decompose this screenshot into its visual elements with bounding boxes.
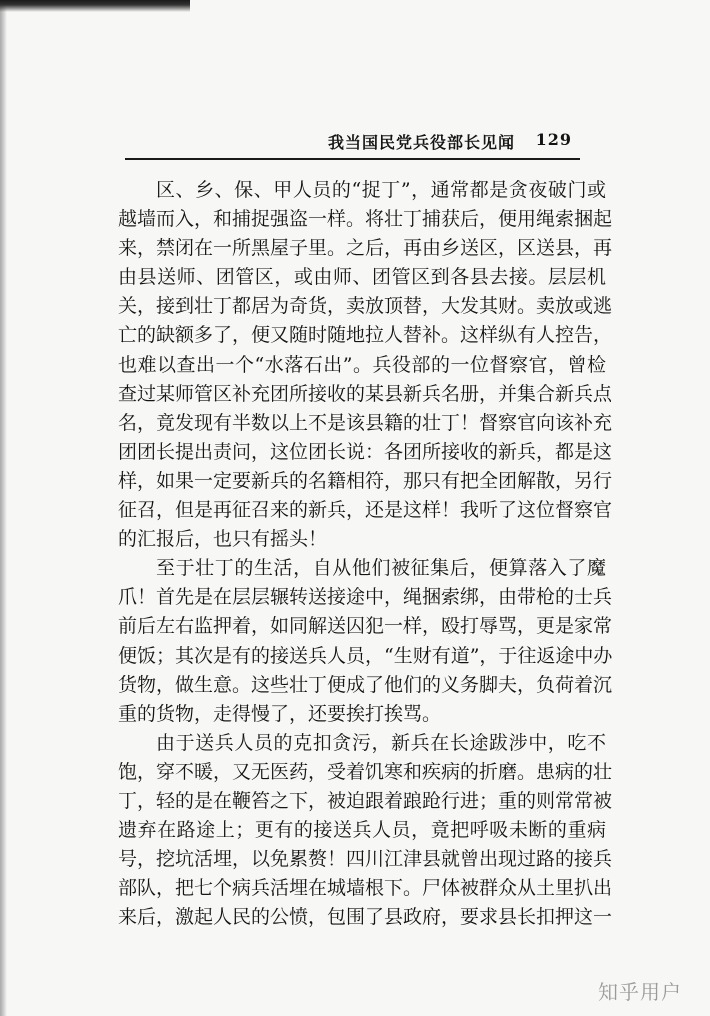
text-line: 样，如果一定要新兵的名籍相符，那只有把全团解散，另行 [118, 469, 613, 492]
body-text [118, 176, 613, 932]
scan-top-shadow [0, 0, 190, 12]
text-line: 至于壮丁的生活，自从他们被征集后，便算落入了魔 [156, 557, 606, 580]
text-line: 征召，但是再征召来的新兵，还是这样！我听了这位督察官 [118, 499, 613, 522]
running-header [328, 130, 578, 158]
text-line: 货物，做生意。这些壮丁便成了他们的义务脚夫，负荷着沉 [118, 673, 613, 696]
text-line: 由县送师、团管区，或由师、团管区到各县去接。层层机 [118, 266, 606, 289]
text-line: 来，禁闭在一所黑屋子里。之后，再由乡送区，区送县，再 [118, 237, 613, 260]
text-line: 的汇报后，也只有摇头！ [118, 528, 328, 551]
text-line: 重的货物，走得慢了，还要挨打挨骂。 [118, 702, 442, 725]
text-line: 由于送兵人员的克扣贪污，新兵在长途跋涉中，吃不 [156, 731, 606, 754]
text-line: 区、乡、保、甲人员的“捉丁”，通常都是贪夜破门或 [156, 179, 606, 201]
text-line: 丁，轻的是在鞭笞之下，被迫跟着踉跄行进；重的则常常被 [118, 789, 613, 812]
text-line: 号，挖坑活埋，以免累赘！四川江津县就曾出现过路的接兵 [118, 848, 613, 871]
text-line: 团团长提出责问，这位团长说：各团所接收的新兵，都是这 [118, 440, 613, 463]
page-number: 129 [535, 130, 572, 149]
text-line: 越墙而入，和捕捉强盗一样。将壮丁捕获后，便用绳索捆起 [118, 208, 613, 231]
text-line: 亡的缺额多了，便又随时随地拉人替补。这样纵有人控告， [118, 324, 613, 347]
text-line: 部队，把七个病兵活埋在城墙根下。尸体被群众从土里扒出 [118, 877, 613, 900]
text-line: 关，接到壮丁都居为奇货，卖放顶替，大发其财。卖放或逃 [118, 295, 613, 318]
text-line: 遗弃在路途上；更有的接送兵人员，竟把呼吸未断的重病 [118, 819, 606, 842]
text-line: 来后，激起人民的公愤，包围了县政府，要求县长扣押这一 [118, 906, 613, 929]
text-line: 便饭；其次是有的接送兵人员，“生财有道”，于往返途中办 [118, 644, 613, 667]
text-line: 名，竟发现有半数以上不是该县籍的壮丁！督察官向该补充 [118, 411, 613, 434]
text-line: 爪！首先是在层层辗转送接途中，绳捆索绑，由带枪的士兵 [118, 586, 613, 609]
watermark-zhihu: 知乎用户 [598, 980, 682, 1004]
page-left-edge-shadow [0, 0, 7, 1016]
text-line: 前后左右监押着，如同解送囚犯一样，殴打辱骂，更是家常 [118, 615, 613, 638]
text-line: 查过某师管区补充团所接收的某县新兵名册，并集合新兵点 [118, 382, 613, 405]
text-line: 饱，穿不暖，又无医药，受着饥寒和疾病的折磨。患病的壮 [118, 760, 613, 783]
header-rule [125, 158, 580, 160]
text-line: 也难以查出一个“水落石出”。兵役部的一位督察官，曾检 [118, 353, 606, 376]
running-header-title: 我当国民党兵役部长见闻 [328, 133, 516, 152]
